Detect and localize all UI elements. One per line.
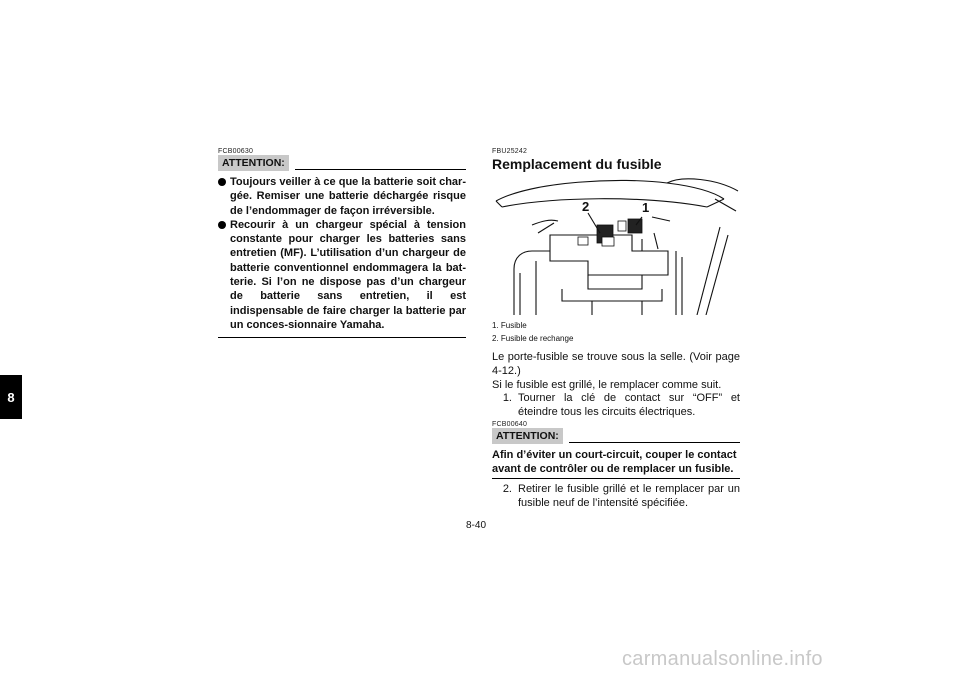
figure-captions — [492, 319, 740, 345]
attention-label: ATTENTION: — [218, 155, 289, 171]
page-number: 8-40 — [466, 520, 487, 531]
bullet-item — [218, 175, 466, 218]
bullet-item — [218, 218, 466, 332]
attention-rule — [295, 169, 466, 170]
step-1 — [492, 392, 740, 420]
attention-bullets — [218, 175, 466, 332]
fuse-blown-text: Si le fusible est grillé, le remplacer comme suit. — [492, 378, 722, 391]
bullet-text: Toujours veiller à ce que la batterie soit char-gée. Remiser une batterie déchargée risque de l’endommager de façon irréversible. — [230, 176, 466, 217]
attention-header-2 — [492, 428, 740, 444]
attention-header — [218, 155, 466, 171]
attention-end-rule — [218, 337, 466, 338]
bullet-dot-icon — [218, 178, 226, 186]
section-title: Remplacement du fusible — [492, 156, 662, 172]
chapter-tab — [0, 375, 22, 419]
attention-code-2: FCB00640 — [492, 420, 528, 428]
right-column — [492, 148, 740, 511]
bullet-text: Recourir à un chargeur spécial à tension constante pour charger les batteries sans entretien (MF). L’utilisation d’un chargeur de batterie conventionnel endommagera la bat-terie. Si l’on ne dispose pas d’un chargeur de batterie sans entretien, il est indispensable de faire charger la batterie par un conces-sionnaire Yamaha. — [230, 218, 466, 331]
figure-callout-2: 2 — [582, 199, 590, 214]
chapter-number: 8 — [7, 389, 15, 405]
step-text: Retirer le fusible grillé et le remplacer par un fusible neuf de l’intensité spécifiée. — [518, 482, 740, 509]
attention-end-rule-2 — [492, 478, 740, 479]
step-number: 1. — [502, 392, 512, 405]
watermark: carmanualsonline.info — [622, 648, 823, 670]
step-2 — [492, 483, 740, 511]
attention-code: FCB00630 — [218, 148, 254, 155]
caption-1: 1. Fusible — [492, 321, 527, 330]
bullet-dot-icon — [218, 221, 226, 229]
fuse-illustration — [492, 177, 740, 315]
step-text: Tourner la clé de contact sur “OFF” et éteindre tous les circuits électriques. — [518, 392, 740, 419]
attention-label-2: ATTENTION: — [492, 428, 563, 444]
attention-warning-text: Afin d’éviter un court-circuit, couper le contact avant de contrôler ou de remplacer un fusible. — [492, 448, 737, 475]
left-column — [218, 148, 466, 338]
fuse-location-text: Le porte-fusible se trouve sous la selle. (Voir page 4-12.) — [492, 351, 740, 377]
figure-callout-1: 1 — [642, 200, 650, 215]
step-number: 2. — [502, 482, 512, 495]
fuse-box-drawing — [492, 177, 740, 315]
attention-rule-2 — [569, 442, 740, 443]
caption-2: 2. Fusible de rechange — [492, 334, 574, 343]
section-code: FBU25242 — [492, 148, 528, 155]
